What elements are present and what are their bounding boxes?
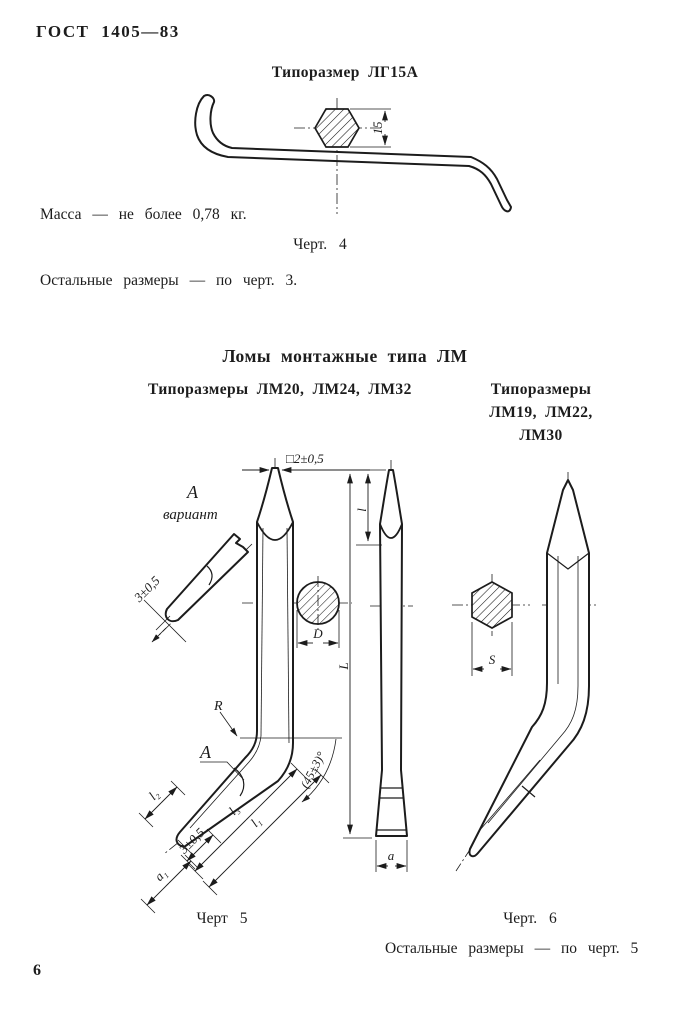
- lm-right-subtitle-line2: ЛМ19, ЛМ22,: [489, 404, 593, 421]
- angle-label: (45±3)°: [297, 749, 329, 791]
- across-flats-label: S: [488, 652, 496, 667]
- a1-dim-a: [147, 883, 169, 905]
- fig6-drawing: [448, 468, 658, 883]
- total-length-label: L: [336, 662, 351, 670]
- l2-dim-a: [145, 803, 161, 819]
- fig4-title: Типоразмер ЛГ15А: [271, 64, 419, 81]
- section-a-label: А: [200, 742, 211, 762]
- l2-label: l₂: [145, 786, 162, 803]
- hex-section: [472, 582, 512, 628]
- fig4-caption: Черт. 4: [293, 236, 347, 253]
- l2-dim-b: [161, 787, 177, 803]
- lm-right-subtitle-line3: ЛМ30: [519, 427, 563, 444]
- variant-centerline-arrow: [152, 628, 166, 642]
- lm-section-title: Ломы монтажные типа ЛМ: [222, 346, 468, 366]
- radius-leader: [220, 712, 237, 736]
- l1-label: l₁: [247, 813, 264, 830]
- diameter-label: D: [313, 626, 323, 641]
- hex-section: [315, 109, 359, 147]
- fig5-drawing: [130, 448, 456, 910]
- a1-label: a₁: [151, 865, 170, 884]
- variant-view-letter: А: [187, 482, 198, 502]
- fig6-note: Остальные размеры — по черт. 5: [385, 940, 639, 957]
- variant-thickness-label: 3±0,5: [130, 572, 163, 605]
- fig5-caption: Черт 5: [196, 910, 248, 927]
- fig4-drawing: [178, 88, 546, 220]
- gost-standard-number: ГОСТ 1405—83: [36, 22, 180, 41]
- hexbar-outline: [470, 480, 589, 856]
- tip-square-dim-label: □2±0,5: [286, 451, 324, 466]
- a1-dim-b: [169, 861, 191, 883]
- tip-length-label: l: [354, 508, 369, 512]
- blade-width-label: a: [387, 848, 395, 863]
- l3-label: l₃: [225, 801, 242, 818]
- fig6-caption: Черт. 6: [503, 910, 557, 927]
- dim-label-15: 15: [370, 121, 385, 135]
- lm-right-subtitle: [451, 378, 631, 447]
- variant-blade-outline: [166, 534, 248, 621]
- radius-label: R: [214, 699, 223, 714]
- crowbar-lg15a-outline: [195, 95, 511, 211]
- variant-ext-stub: [156, 616, 170, 630]
- lm-left-subtitle: Типоразмеры ЛМ20, ЛМ24, ЛМ32: [148, 381, 412, 398]
- variant-view-word: вариант: [163, 507, 218, 523]
- lm-right-subtitle-line1: Типоразмеры: [490, 381, 592, 398]
- fig4-note: Остальные размеры — по черт. 3.: [40, 272, 298, 289]
- blade-thickness-label: 3±0,5: [175, 824, 208, 857]
- fig4-mass-note: Масса — не более 0,78 кг.: [40, 206, 247, 223]
- page-number: 6: [33, 962, 41, 979]
